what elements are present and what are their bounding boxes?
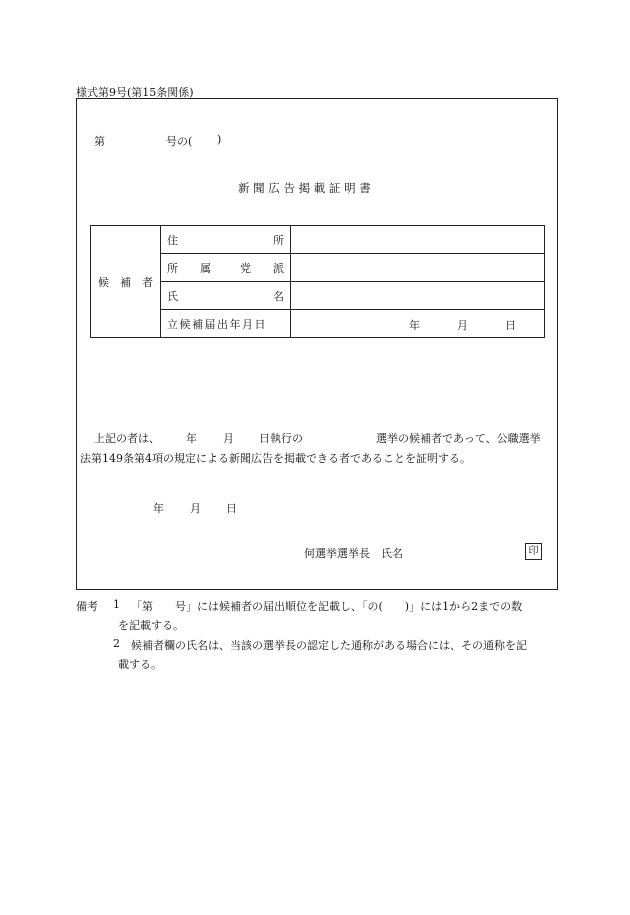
address-field[interactable] — [291, 226, 545, 254]
cert-day: 日 — [226, 502, 237, 515]
row-label-right: 所 — [273, 233, 284, 247]
signature-title: 何選挙選挙長 氏名 — [304, 547, 403, 560]
note-1-line-1: 「第 号」には候補者の届出順位を記載し、「の( )」には1から2までの数 — [131, 600, 523, 613]
note-number: 1 — [113, 598, 120, 611]
row-label-right: 党 派 — [240, 261, 284, 275]
form-label: 様式第9号(第15条関係) — [76, 86, 194, 99]
seal-mark: 印 — [525, 543, 542, 560]
date-month: 月 — [457, 318, 468, 332]
candidate-label: 候 補 者 — [91, 226, 161, 338]
number-suffix: 号の( — [166, 135, 193, 148]
row-label — [161, 226, 291, 254]
statement-line-2: 法第149条第4項の規定による新聞広告を掲載できる者であることを証明する。 — [80, 452, 471, 465]
document-title: 新 聞 広 告 掲 載 証 明 書 — [238, 181, 371, 195]
date-year: 年 — [409, 318, 420, 332]
row-label — [161, 254, 291, 282]
statement-year: 年 — [186, 432, 197, 445]
row-label: 立候補届出年月日 — [161, 310, 291, 338]
row-label-left: 氏 — [167, 289, 178, 303]
statement-month: 月 — [223, 432, 234, 445]
candidate-table — [90, 225, 545, 338]
row-label-left: 所 属 — [167, 261, 211, 275]
date-day: 日 — [505, 318, 516, 332]
row-label-left: 住 — [167, 233, 178, 247]
statement-prefix: 上記の者は、 — [94, 432, 160, 445]
table-row — [91, 226, 545, 254]
row-label — [161, 282, 291, 310]
statement-suffix: 選挙の候補者であって、公職選挙 — [376, 432, 541, 445]
notes-heading: 備考 — [76, 600, 98, 613]
name-field[interactable] — [291, 282, 545, 310]
number-prefix: 第 — [94, 135, 105, 148]
statement-day: 日執行の — [259, 432, 303, 445]
cert-year: 年 — [153, 502, 164, 515]
note-2-line-1: 候補者欄の氏名は、当該の選挙長の認定した通称がある場合には、その通称を記 — [131, 639, 527, 652]
note-number: 2 — [113, 637, 120, 650]
note-2-line-2: 載する。 — [118, 658, 162, 671]
row-label-right: 名 — [273, 289, 284, 303]
party-field[interactable] — [291, 254, 545, 282]
note-1-line-2: を記載する。 — [118, 619, 184, 632]
filing-date-field[interactable] — [291, 310, 545, 338]
form-frame — [76, 98, 558, 590]
number-close: ) — [217, 133, 222, 146]
cert-month: 月 — [190, 502, 201, 515]
